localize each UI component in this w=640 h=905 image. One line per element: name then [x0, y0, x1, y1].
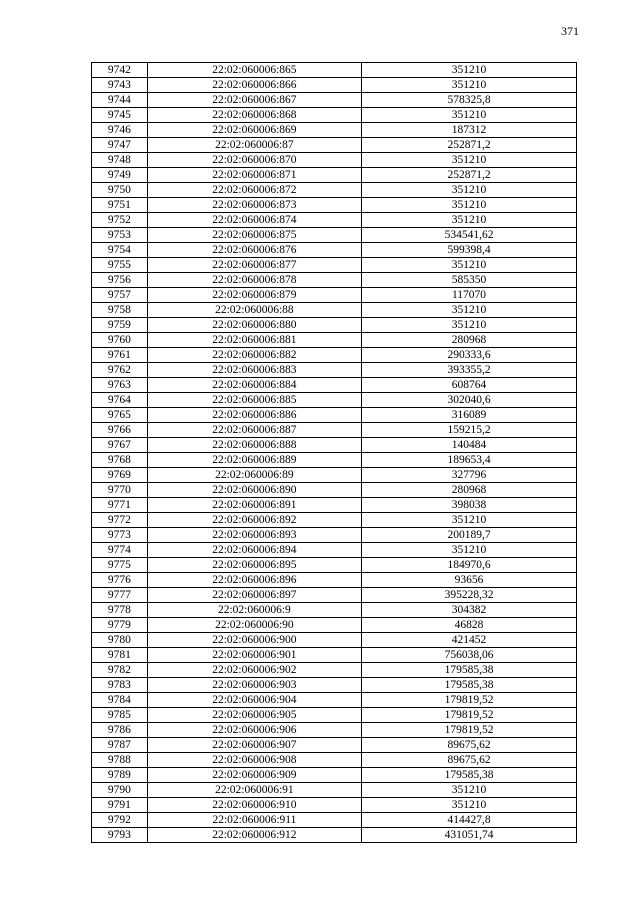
table-row	[92, 708, 577, 723]
table-row	[92, 303, 577, 318]
cadastral-value-cell: 578325,8	[362, 93, 577, 108]
cadastral-number-cell: 22:02:060006:872	[147, 183, 361, 198]
cadastral-number-cell: 22:02:060006:890	[147, 483, 361, 498]
table-row	[92, 813, 577, 828]
cadastral-number-cell: 22:02:060006:89	[147, 468, 361, 483]
row-number-cell: 9768	[92, 453, 148, 468]
row-number-cell: 9755	[92, 258, 148, 273]
cadastral-value-cell: 179819,52	[362, 708, 577, 723]
row-number-cell: 9775	[92, 558, 148, 573]
table-row	[92, 603, 577, 618]
table-row	[92, 648, 577, 663]
cadastral-value-cell: 756038,06	[362, 648, 577, 663]
cadastral-number-cell: 22:02:060006:88	[147, 303, 361, 318]
cadastral-value-cell: 585350	[362, 273, 577, 288]
table-row	[92, 123, 577, 138]
table-row	[92, 363, 577, 378]
cadastral-value-cell: 351210	[362, 108, 577, 123]
cadastral-number-cell: 22:02:060006:878	[147, 273, 361, 288]
row-number-cell: 9785	[92, 708, 148, 723]
row-number-cell: 9751	[92, 198, 148, 213]
cadastral-value-cell: 398038	[362, 498, 577, 513]
cadastral-value-cell: 179819,52	[362, 723, 577, 738]
table-row	[92, 63, 577, 78]
table-row	[92, 348, 577, 363]
cadastral-number-cell: 22:02:060006:869	[147, 123, 361, 138]
cadastral-number-cell: 22:02:060006:882	[147, 348, 361, 363]
table-row	[92, 663, 577, 678]
cadastral-value-cell: 179585,38	[362, 663, 577, 678]
row-number-cell: 9743	[92, 78, 148, 93]
table-row	[92, 498, 577, 513]
cadastral-number-cell: 22:02:060006:881	[147, 333, 361, 348]
cadastral-number-cell: 22:02:060006:903	[147, 678, 361, 693]
cadastral-value-cell: 351210	[362, 303, 577, 318]
table-row	[92, 573, 577, 588]
table-row	[92, 558, 577, 573]
cadastral-value-cell: 179819,52	[362, 693, 577, 708]
row-number-cell: 9761	[92, 348, 148, 363]
row-number-cell: 9790	[92, 783, 148, 798]
row-number-cell: 9766	[92, 423, 148, 438]
cadastral-value-cell: 351210	[362, 318, 577, 333]
row-number-cell: 9742	[92, 63, 148, 78]
table-row	[92, 108, 577, 123]
table-row	[92, 168, 577, 183]
table-row	[92, 528, 577, 543]
cadastral-value-cell: 351210	[362, 183, 577, 198]
row-number-cell: 9754	[92, 243, 148, 258]
cadastral-number-cell: 22:02:060006:886	[147, 408, 361, 423]
row-number-cell: 9769	[92, 468, 148, 483]
table-row	[92, 618, 577, 633]
row-number-cell: 9753	[92, 228, 148, 243]
table-row	[92, 198, 577, 213]
cadastral-number-cell: 22:02:060006:870	[147, 153, 361, 168]
row-number-cell: 9746	[92, 123, 148, 138]
table-row	[92, 738, 577, 753]
row-number-cell: 9767	[92, 438, 148, 453]
cadastral-value-cell: 351210	[362, 198, 577, 213]
cadastral-number-cell: 22:02:060006:901	[147, 648, 361, 663]
cadastral-value-cell: 302040,6	[362, 393, 577, 408]
cadastral-number-cell: 22:02:060006:911	[147, 813, 361, 828]
table-row	[92, 213, 577, 228]
table-row	[92, 468, 577, 483]
cadastral-value-cell: 351210	[362, 543, 577, 558]
table-row	[92, 633, 577, 648]
cadastral-number-cell: 22:02:060006:867	[147, 93, 361, 108]
cadastral-value-cell: 252871,2	[362, 138, 577, 153]
row-number-cell: 9771	[92, 498, 148, 513]
row-number-cell: 9770	[92, 483, 148, 498]
cadastral-number-cell: 22:02:060006:912	[147, 828, 361, 843]
cadastral-value-cell: 93656	[362, 573, 577, 588]
cadastral-value-cell: 393355,2	[362, 363, 577, 378]
table-row	[92, 78, 577, 93]
cadastral-value-cell: 351210	[362, 63, 577, 78]
cadastral-value-cell: 179585,38	[362, 678, 577, 693]
cadastral-number-cell: 22:02:060006:906	[147, 723, 361, 738]
row-number-cell: 9783	[92, 678, 148, 693]
cadastral-value-cell: 327796	[362, 468, 577, 483]
cadastral-number-cell: 22:02:060006:880	[147, 318, 361, 333]
cadastral-number-cell: 22:02:060006:896	[147, 573, 361, 588]
table-row	[92, 453, 577, 468]
table-row	[92, 93, 577, 108]
cadastral-value-cell: 351210	[362, 78, 577, 93]
row-number-cell: 9776	[92, 573, 148, 588]
row-number-cell: 9758	[92, 303, 148, 318]
cadastral-number-cell: 22:02:060006:871	[147, 168, 361, 183]
cadastral-value-cell: 316089	[362, 408, 577, 423]
cadastral-number-cell: 22:02:060006:904	[147, 693, 361, 708]
cadastral-number-cell: 22:02:060006:905	[147, 708, 361, 723]
cadastral-number-cell: 22:02:060006:865	[147, 63, 361, 78]
cadastral-number-cell: 22:02:060006:887	[147, 423, 361, 438]
row-number-cell: 9784	[92, 693, 148, 708]
cadastral-number-cell: 22:02:060006:909	[147, 768, 361, 783]
table-row	[92, 588, 577, 603]
table-row	[92, 318, 577, 333]
row-number-cell: 9765	[92, 408, 148, 423]
table-row	[92, 753, 577, 768]
row-number-cell: 9759	[92, 318, 148, 333]
row-number-cell: 9782	[92, 663, 148, 678]
table-row	[92, 273, 577, 288]
page-number: 371	[561, 24, 579, 38]
cadastral-number-cell: 22:02:060006:908	[147, 753, 361, 768]
row-number-cell: 9787	[92, 738, 148, 753]
cadastral-number-cell: 22:02:060006:866	[147, 78, 361, 93]
table-row	[92, 678, 577, 693]
row-number-cell: 9757	[92, 288, 148, 303]
cadastral-number-cell: 22:02:060006:910	[147, 798, 361, 813]
row-number-cell: 9788	[92, 753, 148, 768]
table-row	[92, 408, 577, 423]
row-number-cell: 9756	[92, 273, 148, 288]
cadastral-value-cell: 608764	[362, 378, 577, 393]
row-number-cell: 9778	[92, 603, 148, 618]
cadastral-value-cell: 89675,62	[362, 753, 577, 768]
table-row	[92, 258, 577, 273]
cadastral-value-cell: 179585,38	[362, 768, 577, 783]
table-row	[92, 333, 577, 348]
cadastral-number-cell: 22:02:060006:877	[147, 258, 361, 273]
cadastral-value-cell: 351210	[362, 783, 577, 798]
cadastral-value-cell: 280968	[362, 333, 577, 348]
row-number-cell: 9789	[92, 768, 148, 783]
cadastral-value-cell: 159215,2	[362, 423, 577, 438]
row-number-cell: 9780	[92, 633, 148, 648]
cadastral-number-cell: 22:02:060006:895	[147, 558, 361, 573]
cadastral-number-cell: 22:02:060006:873	[147, 198, 361, 213]
table-row	[92, 378, 577, 393]
cadastral-number-cell: 22:02:060006:902	[147, 663, 361, 678]
row-number-cell: 9752	[92, 213, 148, 228]
cadastral-value-cell: 431051,74	[362, 828, 577, 843]
cadastral-number-cell: 22:02:060006:900	[147, 633, 361, 648]
table-row	[92, 393, 577, 408]
cadastral-number-cell: 22:02:060006:90	[147, 618, 361, 633]
cadastral-number-cell: 22:02:060006:91	[147, 783, 361, 798]
table-row	[92, 183, 577, 198]
cadastral-number-cell: 22:02:060006:891	[147, 498, 361, 513]
cadastral-value-cell: 414427,8	[362, 813, 577, 828]
cadastral-number-cell: 22:02:060006:897	[147, 588, 361, 603]
row-number-cell: 9774	[92, 543, 148, 558]
row-number-cell: 9749	[92, 168, 148, 183]
table-row	[92, 768, 577, 783]
table-row	[92, 783, 577, 798]
cadastral-value-cell: 599398,4	[362, 243, 577, 258]
row-number-cell: 9792	[92, 813, 148, 828]
cadastral-number-cell: 22:02:060006:894	[147, 543, 361, 558]
cadastral-number-cell: 22:02:060006:87	[147, 138, 361, 153]
row-number-cell: 9793	[92, 828, 148, 843]
table-row	[92, 438, 577, 453]
cadastral-number-cell: 22:02:060006:892	[147, 513, 361, 528]
cadastral-number-cell: 22:02:060006:9	[147, 603, 361, 618]
cadastral-value-cell: 351210	[362, 798, 577, 813]
table-row	[92, 228, 577, 243]
row-number-cell: 9764	[92, 393, 148, 408]
table-row	[92, 153, 577, 168]
cadastral-number-cell: 22:02:060006:874	[147, 213, 361, 228]
table-row	[92, 138, 577, 153]
cadastral-number-cell: 22:02:060006:875	[147, 228, 361, 243]
cadastral-number-cell: 22:02:060006:888	[147, 438, 361, 453]
row-number-cell: 9777	[92, 588, 148, 603]
cadastral-value-cell: 140484	[362, 438, 577, 453]
cadastral-value-cell: 395228,32	[362, 588, 577, 603]
table-row	[92, 423, 577, 438]
row-number-cell: 9772	[92, 513, 148, 528]
row-number-cell: 9773	[92, 528, 148, 543]
table-row	[92, 243, 577, 258]
cadastral-value-cell: 280968	[362, 483, 577, 498]
cadastral-number-cell: 22:02:060006:883	[147, 363, 361, 378]
row-number-cell: 9786	[92, 723, 148, 738]
table-row	[92, 828, 577, 843]
cadastral-value-cell: 534541,62	[362, 228, 577, 243]
cadastral-number-cell: 22:02:060006:884	[147, 378, 361, 393]
row-number-cell: 9750	[92, 183, 148, 198]
cadastral-value-cell: 351210	[362, 513, 577, 528]
cadastral-value-cell: 351210	[362, 153, 577, 168]
table-body	[92, 63, 577, 843]
row-number-cell: 9779	[92, 618, 148, 633]
cadastral-value-cell: 200189,7	[362, 528, 577, 543]
table-row	[92, 723, 577, 738]
cadastral-value-cell: 304382	[362, 603, 577, 618]
row-number-cell: 9781	[92, 648, 148, 663]
cadastral-value-cell: 46828	[362, 618, 577, 633]
cadastral-value-cell: 89675,62	[362, 738, 577, 753]
cadastral-value-table	[91, 62, 577, 843]
cadastral-value-cell: 351210	[362, 258, 577, 273]
cadastral-value-cell: 187312	[362, 123, 577, 138]
row-number-cell: 9748	[92, 153, 148, 168]
table-row	[92, 543, 577, 558]
table-row	[92, 513, 577, 528]
table-row	[92, 483, 577, 498]
cadastral-value-cell: 252871,2	[362, 168, 577, 183]
row-number-cell: 9762	[92, 363, 148, 378]
row-number-cell: 9744	[92, 93, 148, 108]
cadastral-value-cell: 189653,4	[362, 453, 577, 468]
cadastral-value-cell: 184970,6	[362, 558, 577, 573]
cadastral-number-cell: 22:02:060006:893	[147, 528, 361, 543]
cadastral-value-cell: 117070	[362, 288, 577, 303]
row-number-cell: 9760	[92, 333, 148, 348]
cadastral-number-cell: 22:02:060006:876	[147, 243, 361, 258]
cadastral-number-cell: 22:02:060006:879	[147, 288, 361, 303]
cadastral-number-cell: 22:02:060006:885	[147, 393, 361, 408]
row-number-cell: 9763	[92, 378, 148, 393]
cadastral-number-cell: 22:02:060006:907	[147, 738, 361, 753]
cadastral-value-cell: 351210	[362, 213, 577, 228]
row-number-cell: 9747	[92, 138, 148, 153]
table-row	[92, 288, 577, 303]
table-row	[92, 798, 577, 813]
cadastral-number-cell: 22:02:060006:889	[147, 453, 361, 468]
row-number-cell: 9791	[92, 798, 148, 813]
table-row	[92, 693, 577, 708]
cadastral-value-cell: 290333,6	[362, 348, 577, 363]
cadastral-number-cell: 22:02:060006:868	[147, 108, 361, 123]
cadastral-value-cell: 421452	[362, 633, 577, 648]
row-number-cell: 9745	[92, 108, 148, 123]
